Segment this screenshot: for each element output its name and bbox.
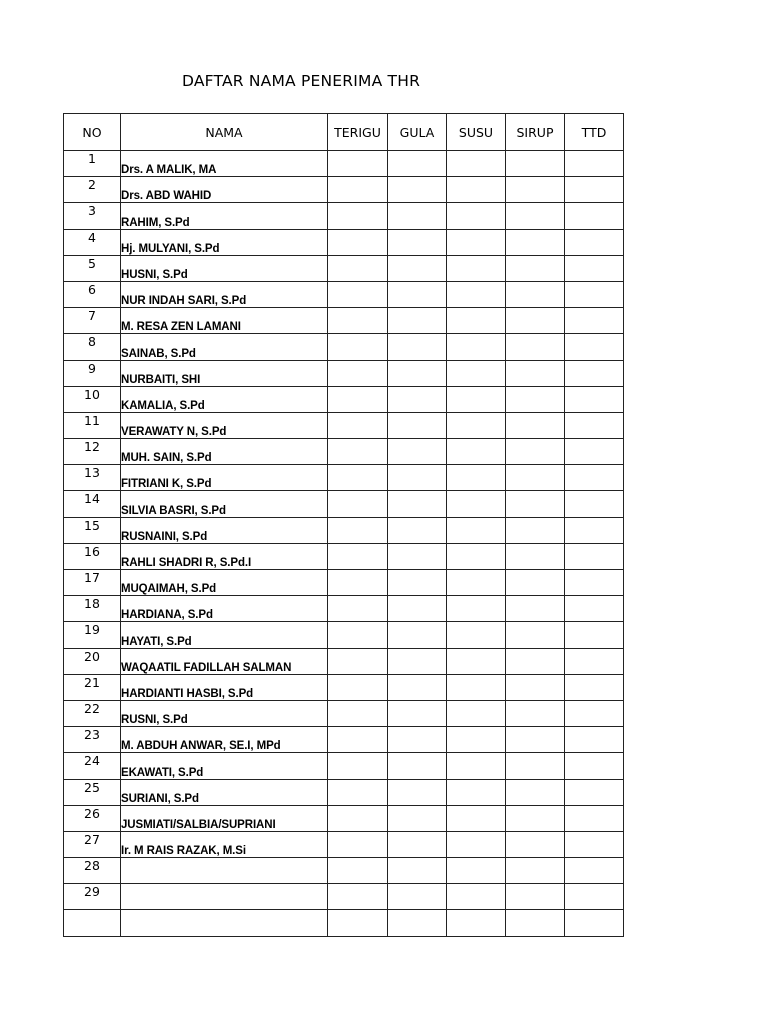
gula-cell — [388, 570, 447, 596]
gula-cell — [388, 229, 447, 255]
ttd-cell — [565, 177, 624, 203]
ttd-cell — [565, 386, 624, 412]
table-row — [64, 596, 624, 622]
susu-cell — [447, 805, 506, 831]
row-number: 6 — [64, 281, 121, 307]
terigu-cell — [328, 255, 388, 281]
ttd-cell — [565, 334, 624, 360]
row-number: 2 — [64, 177, 121, 203]
table-row — [64, 334, 624, 360]
terigu-cell — [328, 229, 388, 255]
ttd-cell — [565, 674, 624, 700]
ttd-cell — [565, 805, 624, 831]
ttd-cell — [565, 779, 624, 805]
recipient-name: HAYATI, S.Pd — [121, 622, 328, 648]
table-row — [64, 700, 624, 726]
sirup-cell — [506, 700, 565, 726]
table-row — [64, 779, 624, 805]
sirup-cell — [506, 308, 565, 334]
susu-cell — [447, 281, 506, 307]
recipient-name: Drs. A MALIK, MA — [121, 151, 328, 177]
sirup-cell — [506, 910, 565, 936]
table-row — [64, 360, 624, 386]
terigu-cell — [328, 281, 388, 307]
table-row — [64, 831, 624, 857]
terigu-cell — [328, 779, 388, 805]
row-number: 18 — [64, 596, 121, 622]
susu-cell — [447, 491, 506, 517]
terigu-cell — [328, 622, 388, 648]
ttd-cell — [565, 308, 624, 334]
row-number: 25 — [64, 779, 121, 805]
sirup-cell — [506, 622, 565, 648]
terigu-cell — [328, 334, 388, 360]
recipient-name: M. RESA ZEN LAMANI — [121, 308, 328, 334]
gula-cell — [388, 386, 447, 412]
row-number: 5 — [64, 255, 121, 281]
susu-cell — [447, 334, 506, 360]
ttd-cell — [565, 517, 624, 543]
susu-cell — [447, 831, 506, 857]
recipient-name: NUR INDAH SARI, S.Pd — [121, 281, 328, 307]
table-row — [64, 622, 624, 648]
susu-cell — [447, 648, 506, 674]
ttd-cell — [565, 229, 624, 255]
row-number: 12 — [64, 439, 121, 465]
header-terigu: TERIGU — [328, 114, 388, 151]
recipient-name: RAHLI SHADRI R, S.Pd.I — [121, 543, 328, 569]
terigu-cell — [328, 465, 388, 491]
terigu-cell — [328, 360, 388, 386]
header-ttd: TTD — [565, 114, 624, 151]
table-row — [64, 465, 624, 491]
ttd-cell — [565, 151, 624, 177]
ttd-cell — [565, 831, 624, 857]
table-row — [64, 727, 624, 753]
terigu-cell — [328, 753, 388, 779]
gula-cell — [388, 700, 447, 726]
sirup-cell — [506, 439, 565, 465]
susu-cell — [447, 517, 506, 543]
ttd-cell — [565, 648, 624, 674]
sirup-cell — [506, 465, 565, 491]
terigu-cell — [328, 203, 388, 229]
gula-cell — [388, 360, 447, 386]
recipient-name: EKAWATI, S.Pd — [121, 753, 328, 779]
recipient-name: NURBAITI, SHI — [121, 360, 328, 386]
ttd-cell — [565, 727, 624, 753]
table-row — [64, 543, 624, 569]
terigu-cell — [328, 858, 388, 884]
terigu-cell — [328, 831, 388, 857]
sirup-cell — [506, 491, 565, 517]
table-row — [64, 491, 624, 517]
table-row — [64, 386, 624, 412]
ttd-cell — [565, 491, 624, 517]
sirup-cell — [506, 753, 565, 779]
row-number: 28 — [64, 858, 121, 884]
gula-cell — [388, 674, 447, 700]
row-number: 4 — [64, 229, 121, 255]
gula-cell — [388, 805, 447, 831]
table-row — [64, 255, 624, 281]
table-row — [64, 910, 624, 936]
susu-cell — [447, 465, 506, 491]
sirup-cell — [506, 648, 565, 674]
susu-cell — [447, 858, 506, 884]
recipient-name: Hj. MULYANI, S.Pd — [121, 229, 328, 255]
gula-cell — [388, 177, 447, 203]
gula-cell — [388, 831, 447, 857]
row-number: 17 — [64, 570, 121, 596]
gula-cell — [388, 255, 447, 281]
ttd-cell — [565, 884, 624, 910]
table-row — [64, 674, 624, 700]
table-row — [64, 308, 624, 334]
table-row — [64, 648, 624, 674]
ttd-cell — [565, 596, 624, 622]
susu-cell — [447, 151, 506, 177]
table-row — [64, 203, 624, 229]
table-row — [64, 229, 624, 255]
recipient-name: WAQAATIL FADILLAH SALMAN — [121, 648, 328, 674]
row-number: 9 — [64, 360, 121, 386]
table-row — [64, 412, 624, 438]
recipient-name: FITRIANI K, S.Pd — [121, 465, 328, 491]
row-number: 21 — [64, 674, 121, 700]
row-number: 16 — [64, 543, 121, 569]
recipient-name: RAHIM, S.Pd — [121, 203, 328, 229]
ttd-cell — [565, 255, 624, 281]
row-number: 7 — [64, 308, 121, 334]
gula-cell — [388, 281, 447, 307]
terigu-cell — [328, 412, 388, 438]
row-number: 10 — [64, 386, 121, 412]
table-row — [64, 439, 624, 465]
row-number: 27 — [64, 831, 121, 857]
recipient-name: SURIANI, S.Pd — [121, 779, 328, 805]
table-row — [64, 177, 624, 203]
row-number: 20 — [64, 648, 121, 674]
gula-cell — [388, 203, 447, 229]
recipient-name: VERAWATY N, S.Pd — [121, 412, 328, 438]
terigu-cell — [328, 308, 388, 334]
sirup-cell — [506, 412, 565, 438]
ttd-cell — [565, 412, 624, 438]
sirup-cell — [506, 360, 565, 386]
susu-cell — [447, 596, 506, 622]
recipient-name: SILVIA BASRI, S.Pd — [121, 491, 328, 517]
ttd-cell — [565, 281, 624, 307]
susu-cell — [447, 412, 506, 438]
row-number: 29 — [64, 884, 121, 910]
gula-cell — [388, 465, 447, 491]
row-number: 26 — [64, 805, 121, 831]
susu-cell — [447, 674, 506, 700]
header-no: NO — [64, 114, 121, 151]
susu-cell — [447, 753, 506, 779]
table-row — [64, 517, 624, 543]
susu-cell — [447, 884, 506, 910]
ttd-cell — [565, 858, 624, 884]
gula-cell — [388, 334, 447, 360]
recipient-name: SAINAB, S.Pd — [121, 334, 328, 360]
susu-cell — [447, 779, 506, 805]
table-row — [64, 151, 624, 177]
recipient-table — [63, 113, 624, 937]
ttd-cell — [565, 360, 624, 386]
terigu-cell — [328, 517, 388, 543]
ttd-cell — [565, 439, 624, 465]
ttd-cell — [565, 465, 624, 491]
gula-cell — [388, 439, 447, 465]
gula-cell — [388, 884, 447, 910]
recipient-name: JUSMIATI/SALBIA/SUPRIANI — [121, 805, 328, 831]
sirup-cell — [506, 831, 565, 857]
terigu-cell — [328, 596, 388, 622]
recipient-name — [121, 858, 328, 884]
sirup-cell — [506, 151, 565, 177]
row-number — [64, 910, 121, 936]
header-row — [64, 114, 624, 151]
terigu-cell — [328, 700, 388, 726]
sirup-cell — [506, 884, 565, 910]
gula-cell — [388, 779, 447, 805]
header-gula: GULA — [388, 114, 447, 151]
gula-cell — [388, 622, 447, 648]
header-nama: NAMA — [121, 114, 328, 151]
recipient-name: Drs. ABD WAHID — [121, 177, 328, 203]
sirup-cell — [506, 727, 565, 753]
row-number: 3 — [64, 203, 121, 229]
sirup-cell — [506, 858, 565, 884]
sirup-cell — [506, 255, 565, 281]
susu-cell — [447, 570, 506, 596]
gula-cell — [388, 412, 447, 438]
row-number: 8 — [64, 334, 121, 360]
terigu-cell — [328, 439, 388, 465]
gula-cell — [388, 491, 447, 517]
gula-cell — [388, 753, 447, 779]
recipient-name: HARDIANTI HASBI, S.Pd — [121, 674, 328, 700]
terigu-cell — [328, 177, 388, 203]
recipient-name: RUSNI, S.Pd — [121, 700, 328, 726]
sirup-cell — [506, 517, 565, 543]
sirup-cell — [506, 386, 565, 412]
ttd-cell — [565, 543, 624, 569]
row-number: 1 — [64, 151, 121, 177]
gula-cell — [388, 308, 447, 334]
sirup-cell — [506, 229, 565, 255]
row-number: 11 — [64, 412, 121, 438]
terigu-cell — [328, 386, 388, 412]
terigu-cell — [328, 910, 388, 936]
sirup-cell — [506, 596, 565, 622]
ttd-cell — [565, 753, 624, 779]
row-number: 15 — [64, 517, 121, 543]
gula-cell — [388, 648, 447, 674]
recipient-name — [121, 884, 328, 910]
terigu-cell — [328, 151, 388, 177]
terigu-cell — [328, 648, 388, 674]
gula-cell — [388, 858, 447, 884]
sirup-cell — [506, 281, 565, 307]
recipient-name: MUQAIMAH, S.Pd — [121, 570, 328, 596]
ttd-cell — [565, 910, 624, 936]
gula-cell — [388, 151, 447, 177]
sirup-cell — [506, 177, 565, 203]
document-title: DAFTAR NAMA PENERIMA THR — [182, 72, 421, 90]
recipient-name: RUSNAINI, S.Pd — [121, 517, 328, 543]
header-sirup: SIRUP — [506, 114, 565, 151]
susu-cell — [447, 910, 506, 936]
row-number: 22 — [64, 700, 121, 726]
ttd-cell — [565, 203, 624, 229]
table-row — [64, 858, 624, 884]
row-number: 23 — [64, 727, 121, 753]
row-number: 19 — [64, 622, 121, 648]
terigu-cell — [328, 543, 388, 569]
terigu-cell — [328, 727, 388, 753]
table-row — [64, 805, 624, 831]
sirup-cell — [506, 805, 565, 831]
terigu-cell — [328, 674, 388, 700]
sirup-cell — [506, 674, 565, 700]
susu-cell — [447, 727, 506, 753]
susu-cell — [447, 177, 506, 203]
gula-cell — [388, 596, 447, 622]
ttd-cell — [565, 622, 624, 648]
recipient-name: KAMALIA, S.Pd — [121, 386, 328, 412]
recipient-name: Ir. M RAIS RAZAK, M.Si — [121, 831, 328, 857]
sirup-cell — [506, 779, 565, 805]
table-row — [64, 570, 624, 596]
ttd-cell — [565, 570, 624, 596]
recipient-name: HARDIANA, S.Pd — [121, 596, 328, 622]
sirup-cell — [506, 543, 565, 569]
gula-cell — [388, 727, 447, 753]
recipient-name: MUH. SAIN, S.Pd — [121, 439, 328, 465]
sirup-cell — [506, 334, 565, 360]
recipient-name — [121, 910, 328, 936]
susu-cell — [447, 255, 506, 281]
gula-cell — [388, 910, 447, 936]
terigu-cell — [328, 491, 388, 517]
header-susu: SUSU — [447, 114, 506, 151]
recipient-name: M. ABDUH ANWAR, SE.I, MPd — [121, 727, 328, 753]
terigu-cell — [328, 884, 388, 910]
terigu-cell — [328, 570, 388, 596]
susu-cell — [447, 308, 506, 334]
table-row — [64, 884, 624, 910]
susu-cell — [447, 203, 506, 229]
table-row — [64, 281, 624, 307]
gula-cell — [388, 517, 447, 543]
row-number: 13 — [64, 465, 121, 491]
table-row — [64, 753, 624, 779]
susu-cell — [447, 622, 506, 648]
susu-cell — [447, 439, 506, 465]
row-number: 24 — [64, 753, 121, 779]
gula-cell — [388, 543, 447, 569]
susu-cell — [447, 543, 506, 569]
susu-cell — [447, 700, 506, 726]
susu-cell — [447, 360, 506, 386]
susu-cell — [447, 229, 506, 255]
sirup-cell — [506, 570, 565, 596]
susu-cell — [447, 386, 506, 412]
ttd-cell — [565, 700, 624, 726]
sirup-cell — [506, 203, 565, 229]
recipient-name: HUSNI, S.Pd — [121, 255, 328, 281]
terigu-cell — [328, 805, 388, 831]
row-number: 14 — [64, 491, 121, 517]
